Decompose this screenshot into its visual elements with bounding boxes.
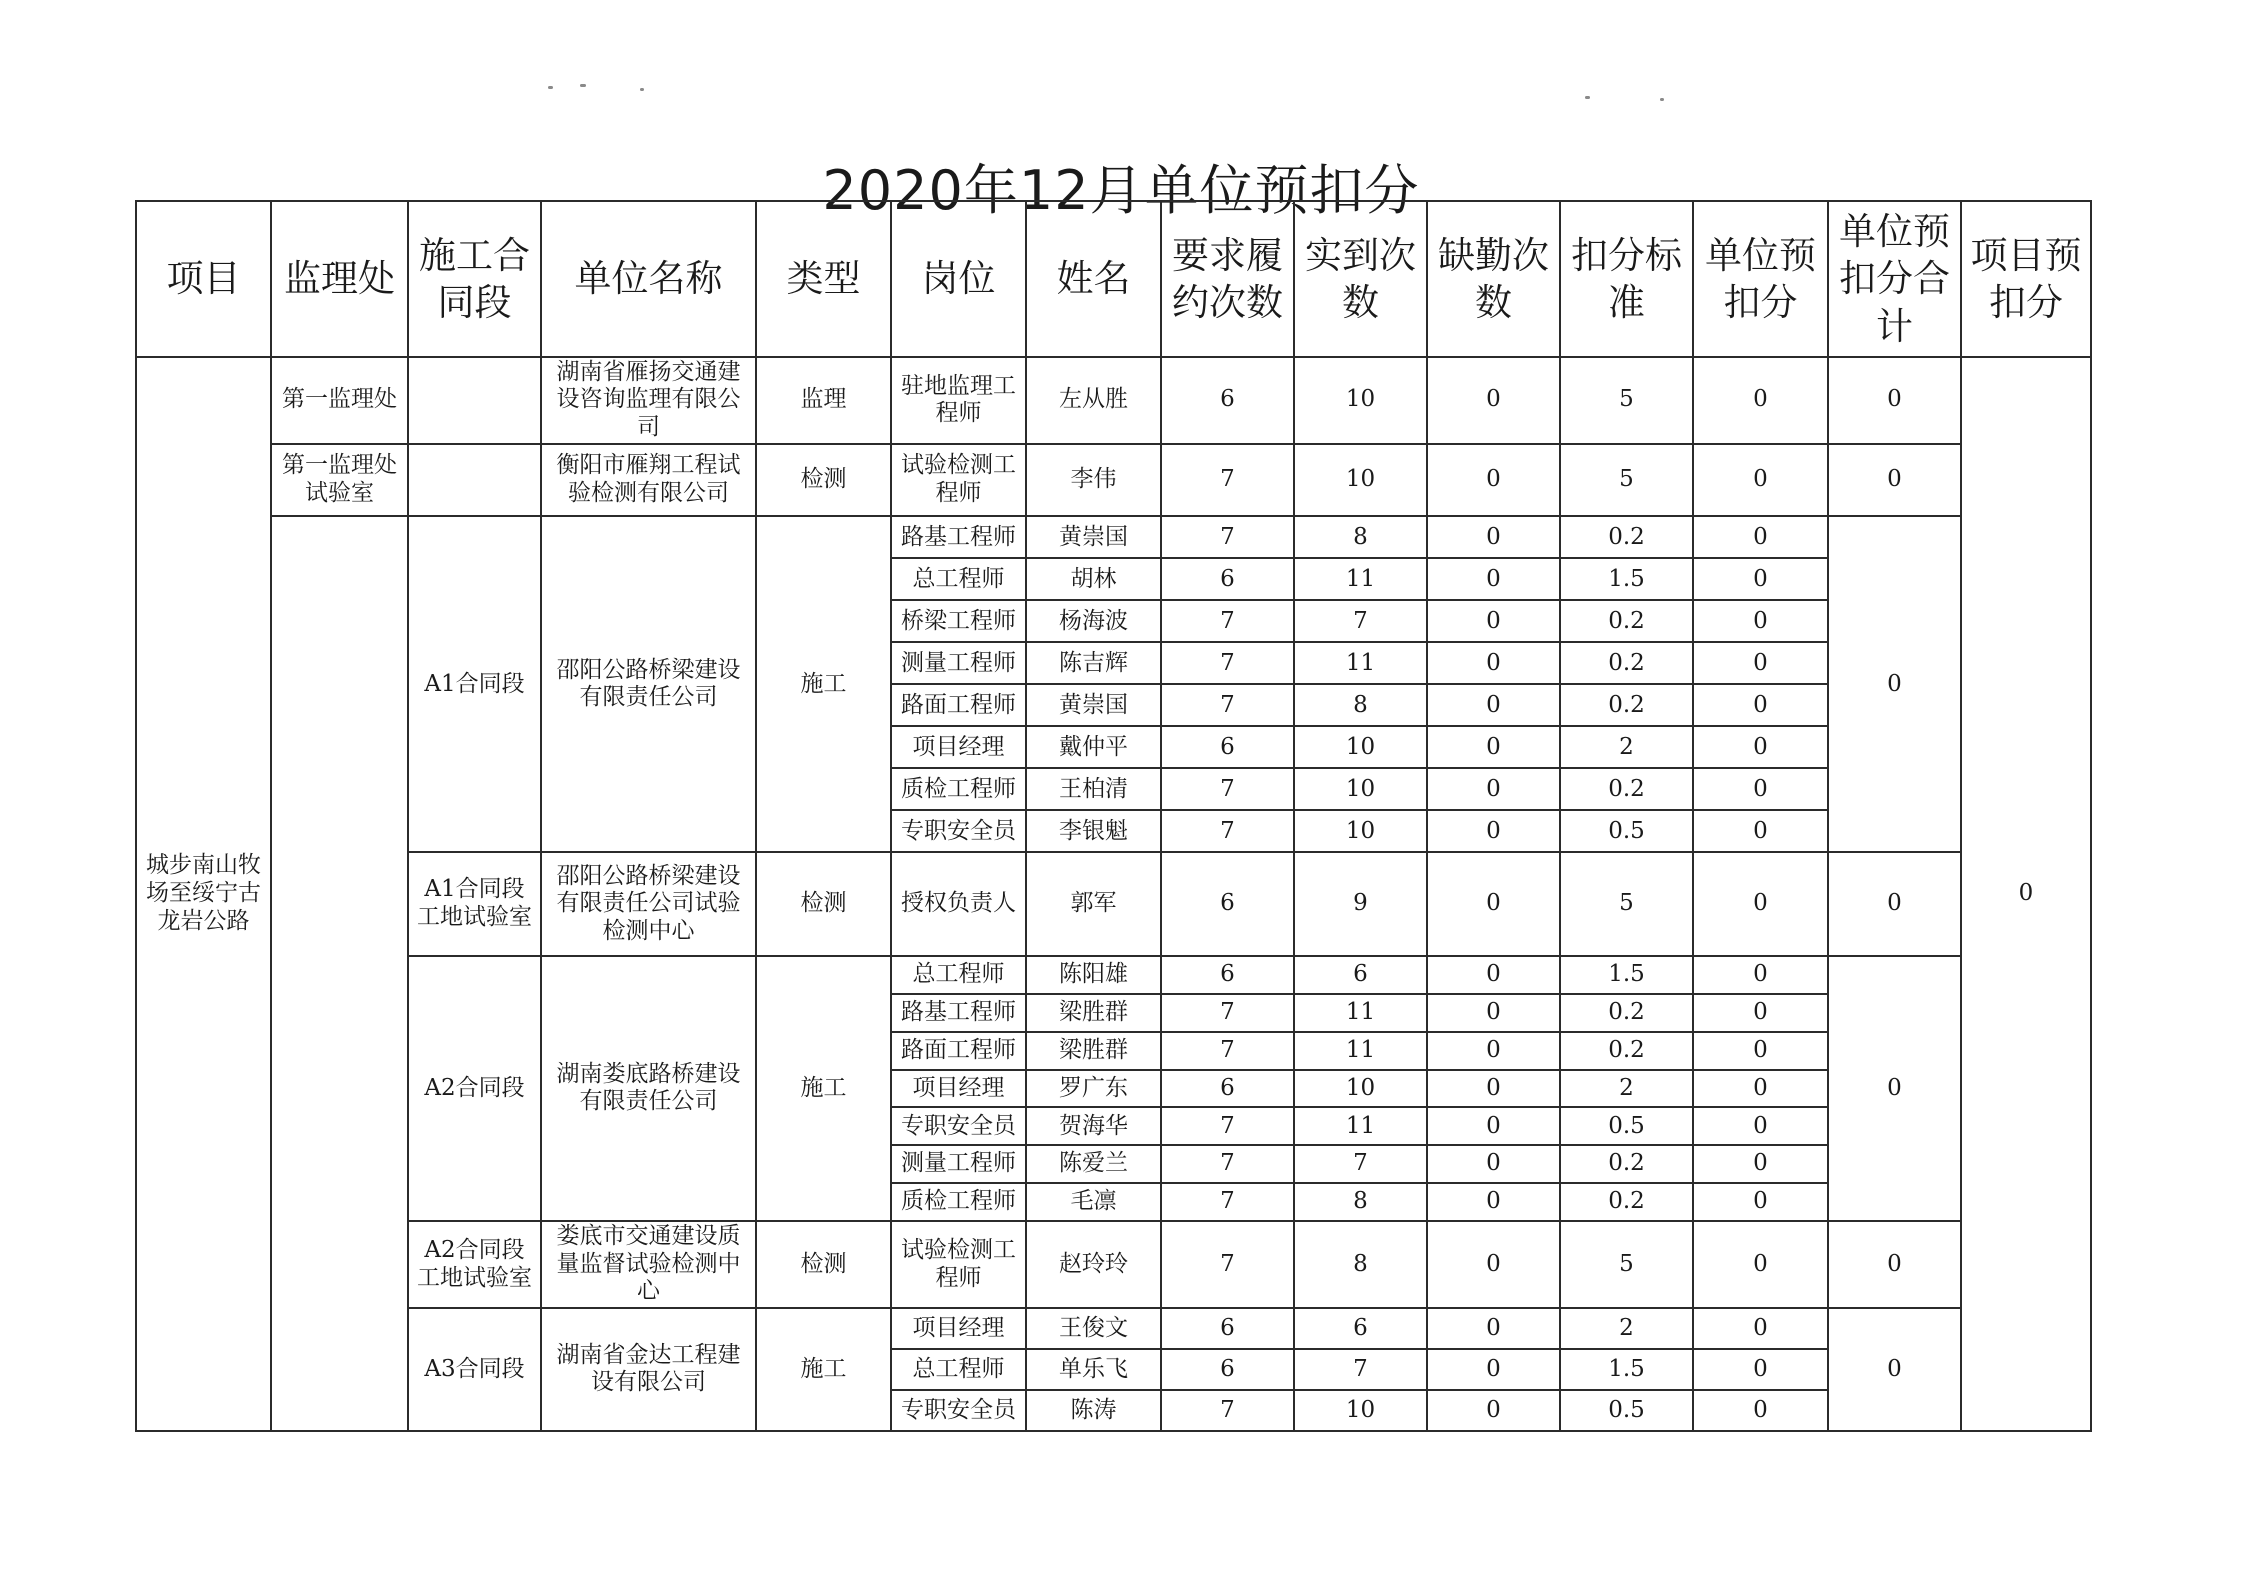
required-count-cell: 6 [1161, 1308, 1294, 1349]
table-row [136, 1221, 2091, 1308]
person-name-cell: 陈涛 [1026, 1390, 1161, 1431]
person-name-cell: 单乐飞 [1026, 1349, 1161, 1390]
unit-deduction-cell: 0 [1693, 956, 1828, 994]
required-count-cell: 7 [1161, 642, 1294, 684]
absent-count-cell: 0 [1427, 1145, 1560, 1183]
absent-count-cell: 0 [1427, 994, 1560, 1032]
person-name-cell: 黄崇国 [1026, 516, 1161, 558]
header-cell: 施工合同段 [408, 201, 541, 357]
person-name-cell: 梁胜群 [1026, 994, 1161, 1032]
contract-section-cell [408, 444, 541, 517]
deduction-standard-cell: 5 [1560, 444, 1693, 517]
unit-deduction-cell: 0 [1693, 1107, 1828, 1145]
header-cell: 姓名 [1026, 201, 1161, 357]
header-cell: 扣分标准 [1560, 201, 1693, 357]
header-row [136, 201, 2091, 357]
required-count-cell: 7 [1161, 1107, 1294, 1145]
scan-speck [1660, 98, 1664, 101]
person-name-cell: 黄崇国 [1026, 684, 1161, 726]
required-count-cell: 7 [1161, 1183, 1294, 1221]
required-count-cell: 7 [1161, 1032, 1294, 1070]
scan-speck [1585, 96, 1590, 99]
header-cell: 单位预扣分合计 [1828, 201, 1961, 357]
absent-count-cell: 0 [1427, 768, 1560, 810]
deduction-standard-cell: 1.5 [1560, 558, 1693, 600]
unit-type-cell: 检测 [756, 852, 891, 955]
deduction-standard-cell: 0.5 [1560, 810, 1693, 852]
person-name-cell: 赵玲玲 [1026, 1221, 1161, 1308]
unit-name-cell: 湖南娄底路桥建设有限责任公司 [541, 956, 756, 1221]
unit-name-cell: 湖南省金达工程建设有限公司 [541, 1308, 756, 1431]
unit-deduction-total-cell: 0 [1828, 357, 1961, 444]
deduction-standard-cell: 5 [1560, 357, 1693, 444]
deduction-standard-cell: 0.2 [1560, 600, 1693, 642]
required-count-cell: 7 [1161, 1145, 1294, 1183]
position-cell: 质检工程师 [891, 1183, 1026, 1221]
actual-count-cell: 6 [1294, 956, 1427, 994]
required-count-cell: 6 [1161, 357, 1294, 444]
actual-count-cell: 9 [1294, 852, 1427, 955]
position-cell: 测量工程师 [891, 1145, 1026, 1183]
absent-count-cell: 0 [1427, 1308, 1560, 1349]
unit-type-cell: 施工 [756, 516, 891, 852]
absent-count-cell: 0 [1427, 1349, 1560, 1390]
deduction-standard-cell: 1.5 [1560, 1349, 1693, 1390]
actual-count-cell: 11 [1294, 642, 1427, 684]
actual-count-cell: 7 [1294, 1349, 1427, 1390]
position-cell: 总工程师 [891, 956, 1026, 994]
project-cell: 城步南山牧场至绥宁古龙岩公路 [136, 357, 271, 1431]
required-count-cell: 7 [1161, 768, 1294, 810]
absent-count-cell: 0 [1427, 810, 1560, 852]
actual-count-cell: 7 [1294, 1145, 1427, 1183]
actual-count-cell: 8 [1294, 1183, 1427, 1221]
deduction-standard-cell: 0.2 [1560, 994, 1693, 1032]
unit-deduction-cell: 0 [1693, 1221, 1828, 1308]
absent-count-cell: 0 [1427, 642, 1560, 684]
unit-type-cell: 检测 [756, 1221, 891, 1308]
deduction-standard-cell: 2 [1560, 1070, 1693, 1108]
required-count-cell: 6 [1161, 956, 1294, 994]
required-count-cell: 6 [1161, 1349, 1294, 1390]
position-cell: 试验检测工程师 [891, 444, 1026, 517]
absent-count-cell: 0 [1427, 600, 1560, 642]
contract-section-cell: A2合同段工地试验室 [408, 1221, 541, 1308]
project-deduction-cell: 0 [1961, 357, 2091, 1431]
absent-count-cell: 0 [1427, 1183, 1560, 1221]
unit-deduction-cell: 0 [1693, 558, 1828, 600]
person-name-cell: 王俊文 [1026, 1308, 1161, 1349]
contract-section-cell: A1合同段 [408, 516, 541, 852]
header-cell: 单位名称 [541, 201, 756, 357]
unit-deduction-total-cell: 0 [1828, 444, 1961, 517]
person-name-cell: 王柏清 [1026, 768, 1161, 810]
unit-type-cell: 施工 [756, 956, 891, 1221]
header-cell: 单位预扣分 [1693, 201, 1828, 357]
position-cell: 桥梁工程师 [891, 600, 1026, 642]
unit-deduction-cell: 0 [1693, 1183, 1828, 1221]
unit-type-cell: 检测 [756, 444, 891, 517]
person-name-cell: 戴仲平 [1026, 726, 1161, 768]
actual-count-cell: 10 [1294, 357, 1427, 444]
unit-name-cell: 娄底市交通建设质量监督试验检测中心 [541, 1221, 756, 1308]
person-name-cell: 李伟 [1026, 444, 1161, 517]
unit-deduction-cell: 0 [1693, 852, 1828, 955]
actual-count-cell: 10 [1294, 1070, 1427, 1108]
deduction-standard-cell: 0.2 [1560, 768, 1693, 810]
unit-deduction-cell: 0 [1693, 642, 1828, 684]
unit-deduction-cell: 0 [1693, 357, 1828, 444]
table-row [136, 444, 2091, 517]
position-cell: 总工程师 [891, 1349, 1026, 1390]
unit-name-cell: 邵阳公路桥梁建设有限责任公司试验检测中心 [541, 852, 756, 955]
position-cell: 授权负责人 [891, 852, 1026, 955]
actual-count-cell: 11 [1294, 558, 1427, 600]
unit-deduction-cell: 0 [1693, 1308, 1828, 1349]
unit-deduction-cell: 0 [1693, 516, 1828, 558]
supervision-office-cell: 第一监理处 [271, 357, 408, 444]
header-cell: 实到次数 [1294, 201, 1427, 357]
required-count-cell: 6 [1161, 726, 1294, 768]
required-count-cell: 6 [1161, 852, 1294, 955]
unit-deduction-total-cell: 0 [1828, 516, 1961, 852]
unit-name-cell: 邵阳公路桥梁建设有限责任公司 [541, 516, 756, 852]
header-cell: 项目 [136, 201, 271, 357]
unit-type-cell: 施工 [756, 1308, 891, 1431]
absent-count-cell: 0 [1427, 1070, 1560, 1108]
position-cell: 项目经理 [891, 1070, 1026, 1108]
person-name-cell: 毛凛 [1026, 1183, 1161, 1221]
position-cell: 项目经理 [891, 1308, 1026, 1349]
absent-count-cell: 0 [1427, 852, 1560, 955]
unit-deduction-total-cell: 0 [1828, 956, 1961, 1221]
scan-speck [548, 86, 553, 89]
position-cell: 驻地监理工程师 [891, 357, 1026, 444]
person-name-cell: 陈阳雄 [1026, 956, 1161, 994]
position-cell: 路基工程师 [891, 516, 1026, 558]
required-count-cell: 7 [1161, 516, 1294, 558]
unit-name-cell: 湖南省雁扬交通建设咨询监理有限公司 [541, 357, 756, 444]
table-row [136, 516, 2091, 558]
person-name-cell: 李银魁 [1026, 810, 1161, 852]
person-name-cell: 左从胜 [1026, 357, 1161, 444]
required-count-cell: 7 [1161, 1221, 1294, 1308]
unit-deduction-cell: 0 [1693, 1390, 1828, 1431]
required-count-cell: 7 [1161, 994, 1294, 1032]
header-cell: 项目预扣分 [1961, 201, 2091, 357]
table-row [136, 852, 2091, 955]
deduction-standard-cell: 0.2 [1560, 1032, 1693, 1070]
actual-count-cell: 7 [1294, 600, 1427, 642]
absent-count-cell: 0 [1427, 444, 1560, 517]
unit-deduction-cell: 0 [1693, 1349, 1828, 1390]
contract-section-cell: A2合同段 [408, 956, 541, 1221]
position-cell: 测量工程师 [891, 642, 1026, 684]
actual-count-cell: 10 [1294, 768, 1427, 810]
deduction-standard-cell: 0.2 [1560, 642, 1693, 684]
unit-deduction-cell: 0 [1693, 600, 1828, 642]
absent-count-cell: 0 [1427, 684, 1560, 726]
absent-count-cell: 0 [1427, 558, 1560, 600]
person-name-cell: 罗广东 [1026, 1070, 1161, 1108]
unit-deduction-cell: 0 [1693, 768, 1828, 810]
position-cell: 路基工程师 [891, 994, 1026, 1032]
header-cell: 要求履约次数 [1161, 201, 1294, 357]
actual-count-cell: 11 [1294, 1107, 1427, 1145]
required-count-cell: 7 [1161, 444, 1294, 517]
unit-name-cell: 衡阳市雁翔工程试验检测有限公司 [541, 444, 756, 517]
absent-count-cell: 0 [1427, 1221, 1560, 1308]
deduction-standard-cell: 0.2 [1560, 1183, 1693, 1221]
absent-count-cell: 0 [1427, 516, 1560, 558]
contract-section-cell: A3合同段 [408, 1308, 541, 1431]
deduction-standard-cell: 2 [1560, 726, 1693, 768]
actual-count-cell: 11 [1294, 1032, 1427, 1070]
unit-deduction-cell: 0 [1693, 810, 1828, 852]
unit-deduction-cell: 0 [1693, 684, 1828, 726]
required-count-cell: 7 [1161, 1390, 1294, 1431]
contract-section-cell: A1合同段工地试验室 [408, 852, 541, 955]
actual-count-cell: 8 [1294, 516, 1427, 558]
unit-deduction-cell: 0 [1693, 1032, 1828, 1070]
position-cell: 总工程师 [891, 558, 1026, 600]
unit-deduction-total-cell: 0 [1828, 1221, 1961, 1308]
position-cell: 项目经理 [891, 726, 1026, 768]
unit-type-cell: 监理 [756, 357, 891, 444]
actual-count-cell: 10 [1294, 810, 1427, 852]
absent-count-cell: 0 [1427, 956, 1560, 994]
deduction-standard-cell: 0.2 [1560, 516, 1693, 558]
header-cell: 类型 [756, 201, 891, 357]
required-count-cell: 6 [1161, 1070, 1294, 1108]
position-cell: 路面工程师 [891, 684, 1026, 726]
deduction-standard-cell: 5 [1560, 852, 1693, 955]
deduction-standard-cell: 2 [1560, 1308, 1693, 1349]
actual-count-cell: 10 [1294, 726, 1427, 768]
actual-count-cell: 10 [1294, 444, 1427, 517]
unit-deduction-cell: 0 [1693, 1145, 1828, 1183]
person-name-cell: 贺海华 [1026, 1107, 1161, 1145]
unit-deduction-total-cell: 0 [1828, 852, 1961, 955]
person-name-cell: 胡林 [1026, 558, 1161, 600]
unit-deduction-total-cell: 0 [1828, 1308, 1961, 1431]
deduction-standard-cell: 0.5 [1560, 1107, 1693, 1145]
absent-count-cell: 0 [1427, 1032, 1560, 1070]
deduction-standard-cell: 0.5 [1560, 1390, 1693, 1431]
required-count-cell: 7 [1161, 600, 1294, 642]
header-cell: 岗位 [891, 201, 1026, 357]
table-row [136, 956, 2091, 994]
supervision-office-cell [271, 516, 408, 1431]
actual-count-cell: 6 [1294, 1308, 1427, 1349]
actual-count-cell: 10 [1294, 1390, 1427, 1431]
absent-count-cell: 0 [1427, 1107, 1560, 1145]
position-cell: 试验检测工程师 [891, 1221, 1026, 1308]
actual-count-cell: 8 [1294, 684, 1427, 726]
required-count-cell: 7 [1161, 810, 1294, 852]
deduction-standard-cell: 0.2 [1560, 684, 1693, 726]
position-cell: 路面工程师 [891, 1032, 1026, 1070]
required-count-cell: 6 [1161, 558, 1294, 600]
person-name-cell: 杨海波 [1026, 600, 1161, 642]
actual-count-cell: 8 [1294, 1221, 1427, 1308]
person-name-cell: 郭军 [1026, 852, 1161, 955]
absent-count-cell: 0 [1427, 357, 1560, 444]
scan-speck [580, 84, 586, 87]
person-name-cell: 陈爱兰 [1026, 1145, 1161, 1183]
deduction-standard-cell: 1.5 [1560, 956, 1693, 994]
deduction-standard-cell: 5 [1560, 1221, 1693, 1308]
unit-deduction-cell: 0 [1693, 726, 1828, 768]
unit-deduction-cell: 0 [1693, 1070, 1828, 1108]
header-cell: 缺勤次数 [1427, 201, 1560, 357]
table-row [136, 1308, 2091, 1349]
absent-count-cell: 0 [1427, 1390, 1560, 1431]
unit-deduction-cell: 0 [1693, 994, 1828, 1032]
unit-deduction-cell: 0 [1693, 444, 1828, 517]
position-cell: 专职安全员 [891, 1107, 1026, 1145]
required-count-cell: 7 [1161, 684, 1294, 726]
deduction-standard-cell: 0.2 [1560, 1145, 1693, 1183]
position-cell: 质检工程师 [891, 768, 1026, 810]
scan-speck [640, 88, 644, 91]
deduction-table [135, 200, 2092, 1432]
table-row [136, 357, 2091, 444]
position-cell: 专职安全员 [891, 810, 1026, 852]
person-name-cell: 陈吉辉 [1026, 642, 1161, 684]
person-name-cell: 梁胜群 [1026, 1032, 1161, 1070]
position-cell: 专职安全员 [891, 1390, 1026, 1431]
actual-count-cell: 11 [1294, 994, 1427, 1032]
header-cell: 监理处 [271, 201, 408, 357]
absent-count-cell: 0 [1427, 726, 1560, 768]
supervision-office-cell: 第一监理处试验室 [271, 444, 408, 517]
document-title: 2020年12月单位预扣分 [822, 159, 1420, 222]
contract-section-cell [408, 357, 541, 444]
